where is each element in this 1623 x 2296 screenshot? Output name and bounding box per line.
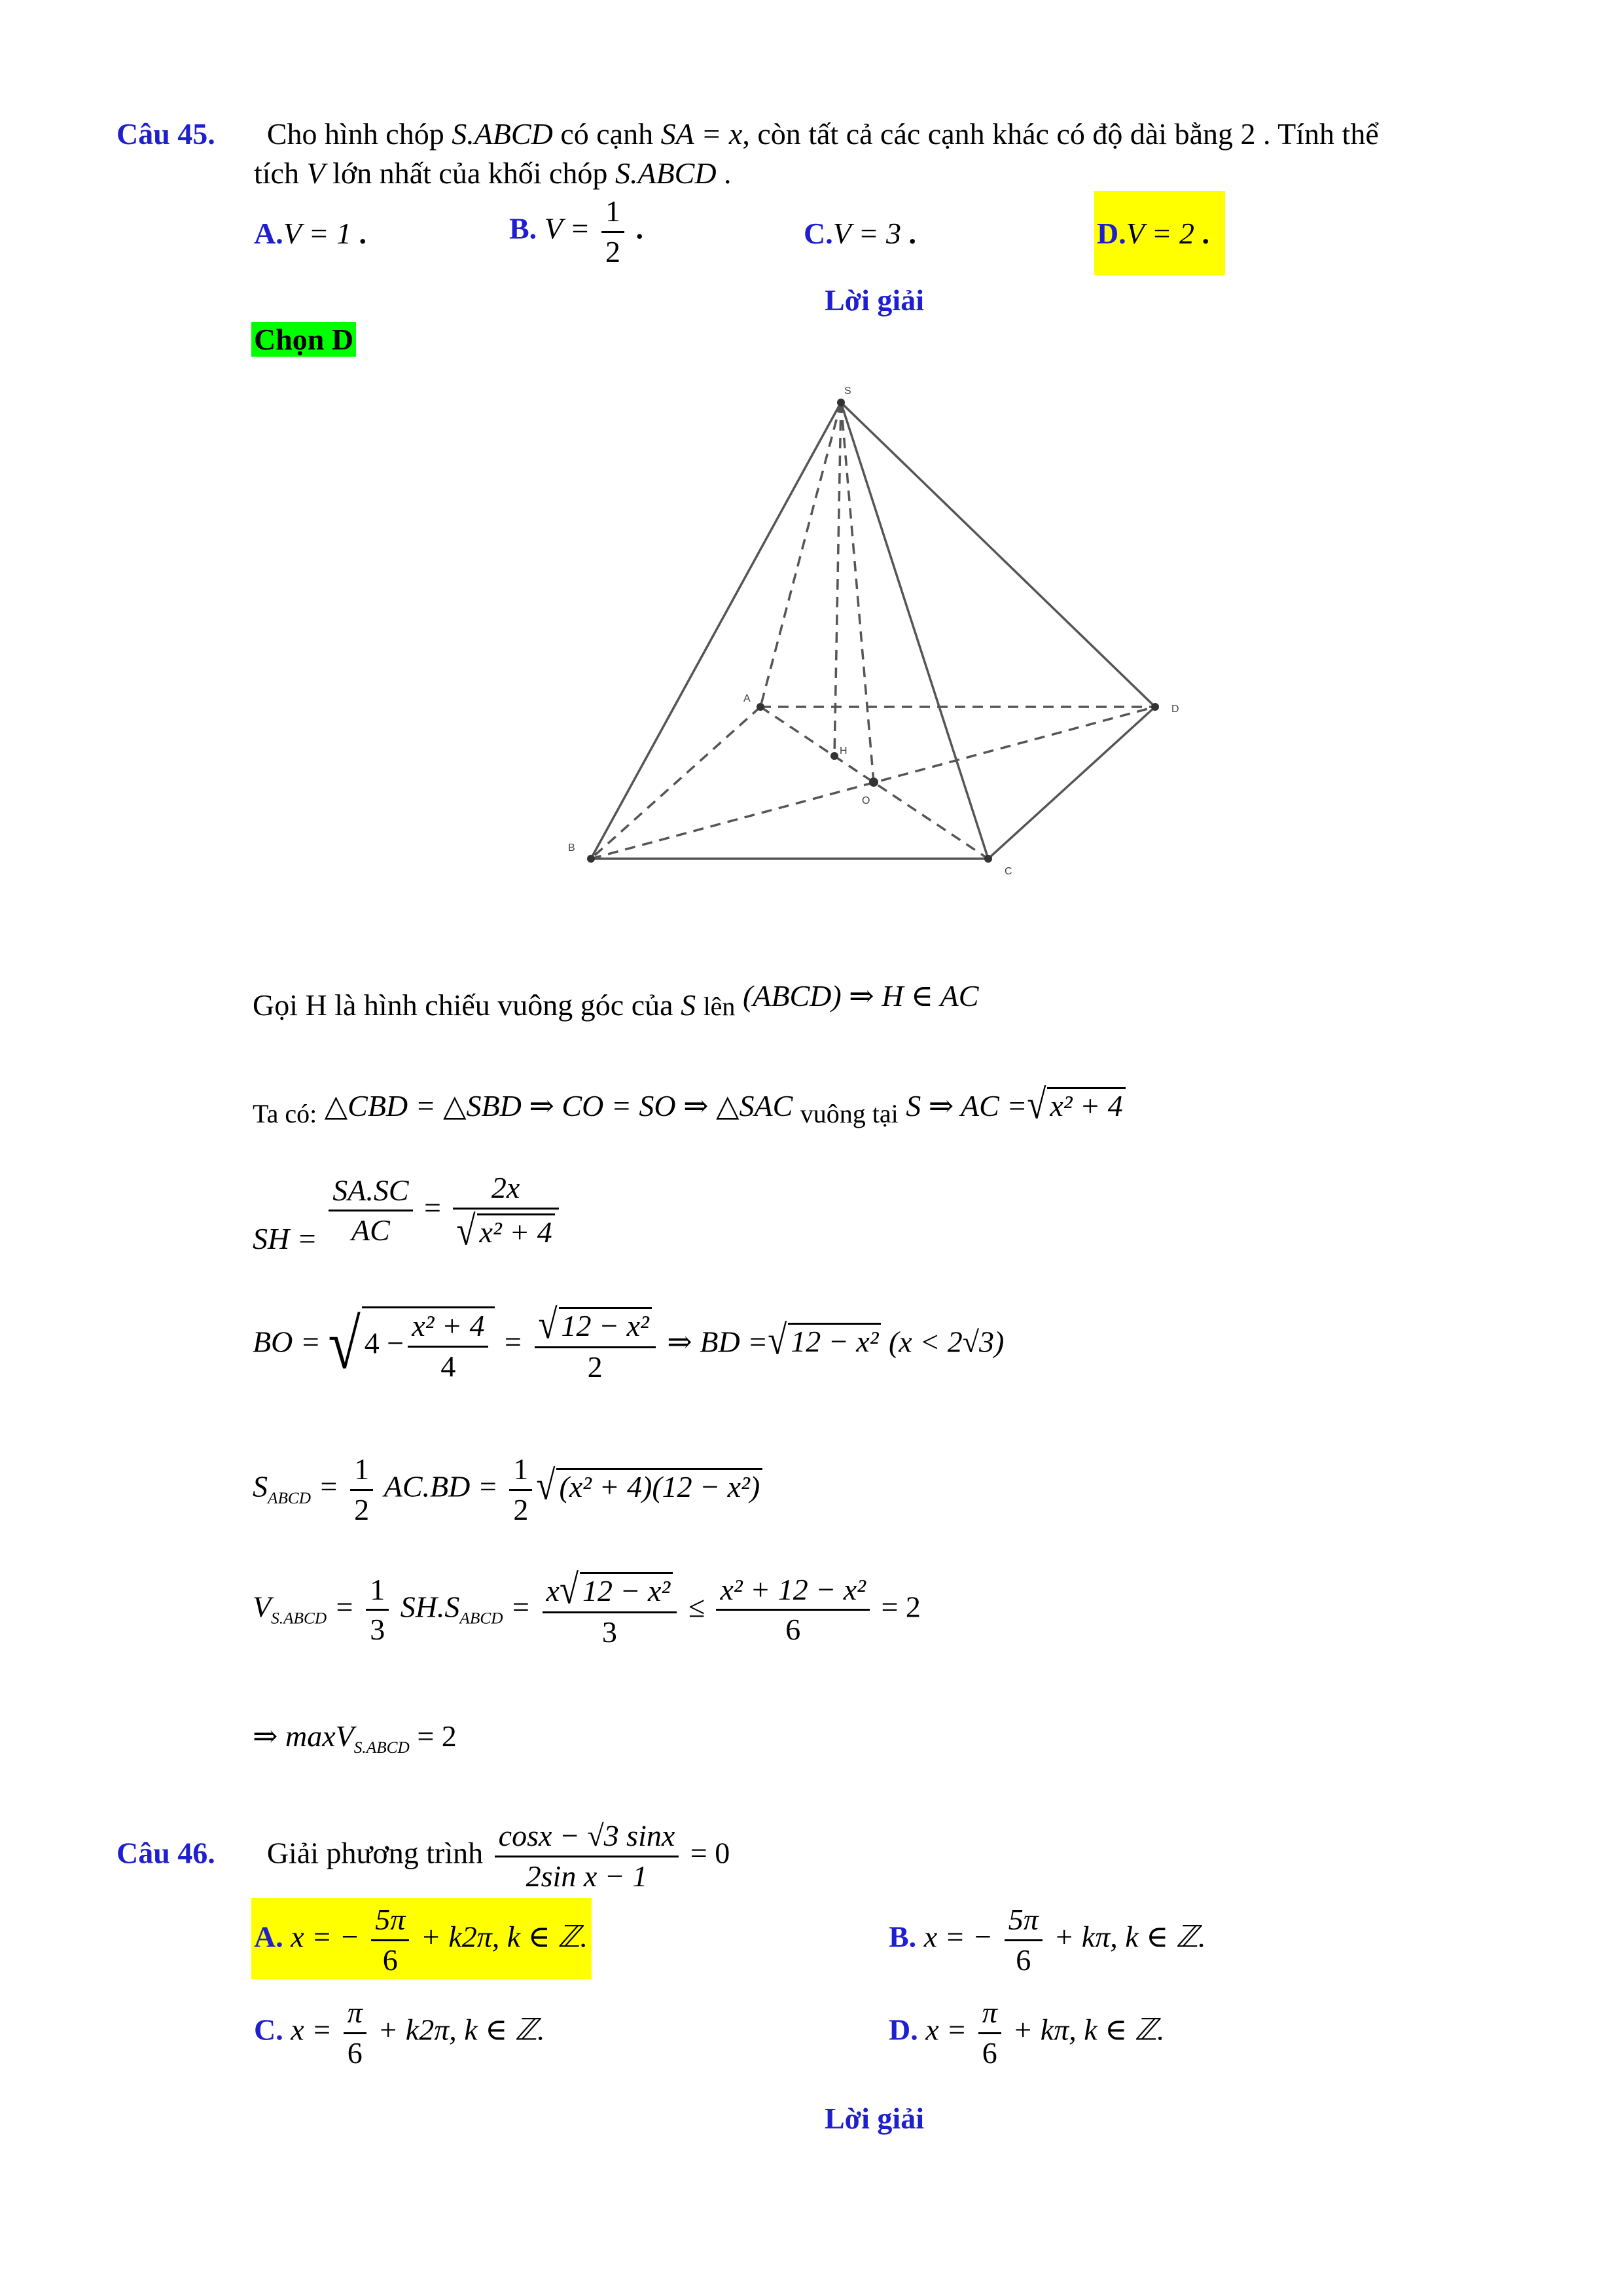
area-frac-num: 1 — [350, 1453, 373, 1491]
volume-frac-3-num: x² + 12 − x² — [716, 1573, 870, 1611]
proof-line-2 — [253, 1082, 1126, 1131]
sh-frac-1 — [329, 1174, 412, 1247]
q46-option-d-num: π — [978, 1996, 1001, 2034]
q46-option-d-post: + kπ, k ∈ ℤ. — [1012, 2013, 1165, 2047]
volume-frac-2 — [543, 1567, 677, 1649]
sqrt-sign: √ — [536, 1462, 556, 1509]
bo-eq: = — [502, 1325, 524, 1359]
area-frac-2-den: 2 — [513, 1492, 529, 1526]
proof-line-2-math: △CBD = △SBD ⇒ CO = SO ⇒ △SAC — [324, 1089, 793, 1122]
q46-option-c-pre: x = — [291, 2013, 332, 2047]
q45-stem-two: 2 — [1240, 117, 1256, 151]
max-eq: = 2 — [417, 1719, 457, 1753]
max-sub: S.ABCD — [353, 1738, 410, 1757]
sqrt-sign: √ — [328, 1306, 361, 1384]
volume-lhs-sub: S.ABCD — [271, 1609, 327, 1628]
q46-solution-title: Lời giải — [825, 2102, 924, 2135]
edge-sc — [841, 403, 988, 859]
volume-mid: SH.S — [400, 1590, 460, 1624]
option-b-label: B. — [509, 211, 537, 245]
bo-radicand-3: 12 − x² — [788, 1323, 881, 1357]
proof-volume — [253, 1567, 921, 1649]
q46-option-b-post: + kπ, k ∈ ℤ. — [1054, 1920, 1206, 1954]
proof-line-2-radicand: x² + 4 — [1047, 1087, 1125, 1122]
option-d-label: D. — [1097, 217, 1126, 250]
bo-frac-num: x² + 4 — [408, 1310, 488, 1348]
q46-option-d-frac — [978, 1996, 1001, 2070]
proof-bo — [253, 1302, 1005, 1384]
option-c-dot: . — [908, 217, 917, 250]
label-d: D — [1171, 704, 1179, 715]
q46-option-a-den: 6 — [382, 1943, 398, 1977]
option-c-value: V = 3 — [832, 217, 902, 250]
area-eq: = — [318, 1469, 339, 1503]
q45-stem-text-3: , còn tất cả các cạnh khác có độ dài bằng — [742, 117, 1233, 151]
volume-eq-1: = — [334, 1590, 355, 1624]
area-mid: AC.BD = — [383, 1469, 498, 1503]
q46-option-c-label: C. — [254, 2013, 283, 2047]
point-s — [837, 399, 845, 406]
sh-den-1: AC — [351, 1213, 390, 1247]
q45-stem-text-6: lớn nhất của khối chóp — [332, 156, 608, 190]
q46-option-a-frac — [371, 1903, 409, 1977]
bo-arrow: ⇒ BD = — [667, 1325, 768, 1359]
sqrt-sign: √ — [1027, 1082, 1046, 1128]
proof-line-1-text: Gọi H là hình chiếu vuông góc của — [253, 988, 673, 1022]
q45-solution-title: Lời giải — [825, 283, 924, 317]
volume-frac-3 — [716, 1573, 870, 1647]
q46-option-b-frac — [1005, 1903, 1043, 1977]
volume-frac-1-num: 1 — [366, 1573, 389, 1611]
q46-option-d — [889, 1996, 1164, 2070]
area-radicand: (x² + 4)(12 − x²) — [556, 1468, 762, 1503]
q45-stem-text-7: . — [724, 156, 732, 190]
q46-option-b-pre: x = − — [923, 1920, 993, 1954]
option-d-value: V = 2 — [1126, 217, 1195, 250]
volume-eq-3: = 2 — [881, 1590, 921, 1624]
bo-in-1: 4 − — [364, 1326, 404, 1360]
max-line: ⇒ maxV — [253, 1719, 354, 1753]
option-b-den: 2 — [605, 234, 620, 268]
q46-option-d-pre: x = — [925, 2013, 967, 2047]
proof-max — [253, 1718, 457, 1757]
q46-equation-frac — [495, 1820, 679, 1893]
edge-sb — [591, 403, 841, 859]
bo-frac — [408, 1310, 488, 1383]
proof-area — [253, 1453, 762, 1526]
sqrt-sign: √ — [768, 1318, 787, 1364]
q46-option-c-num: π — [344, 1996, 366, 2034]
q46-option-d-den: 6 — [982, 2036, 997, 2070]
area-lhs: S — [253, 1469, 268, 1503]
sh-num-2: 2x — [453, 1172, 559, 1210]
q45-stem-text-4: . Tính thể — [1263, 117, 1379, 151]
option-a-label: A. — [254, 217, 283, 250]
volume-frac-2-radicand: 12 − x² — [580, 1572, 673, 1607]
proof-line-2-text: Ta có: — [253, 1099, 317, 1128]
q46-equation-rhs: = 0 — [690, 1836, 730, 1870]
area-lhs-sub: ABCD — [268, 1488, 312, 1507]
label-c: C — [1005, 866, 1012, 877]
q45-stem-v: V — [306, 156, 325, 190]
q45-stem-text-1: Cho hình chóp — [266, 117, 444, 151]
bo-frac-2 — [535, 1302, 656, 1384]
volume-eq-2: = — [510, 1590, 531, 1624]
volume-leq: ≤ — [688, 1590, 705, 1624]
area-frac — [350, 1453, 373, 1526]
proof-line-2-text2: vuông tại — [800, 1099, 899, 1128]
q45-stem-sa: SA = x — [660, 117, 743, 151]
q46-option-a-label: A. — [254, 1920, 283, 1954]
q46-option-b-den: 6 — [1016, 1943, 1031, 1977]
label-h: H — [840, 745, 847, 757]
q46-option-d-label: D. — [889, 2013, 918, 2047]
proof-line-1-len: lên — [703, 992, 736, 1021]
point-o — [869, 778, 878, 787]
bo-radicand — [362, 1306, 495, 1383]
volume-frac-1-den: 3 — [370, 1613, 385, 1647]
q45-number: Câu 45. — [116, 117, 215, 151]
volume-frac-1 — [366, 1573, 389, 1647]
proof-line-1 — [253, 979, 979, 1022]
q46-stem-text: Giải phương trình — [266, 1836, 484, 1870]
option-a-value: V = 1 — [283, 217, 352, 250]
edge-sa — [760, 403, 841, 707]
proof-line-1-math: (ABCD) ⇒ H ∈ AC — [742, 979, 979, 1013]
option-b-num: 1 — [601, 195, 624, 233]
sh-eq: = — [424, 1191, 441, 1225]
sqrt-sign: √ — [538, 1302, 558, 1348]
volume-lhs: V — [253, 1590, 272, 1624]
q46-option-c — [254, 1996, 544, 2070]
area-frac-2 — [509, 1453, 532, 1526]
bo-lhs: BO = — [253, 1325, 321, 1359]
q45-choice: Chọn D — [251, 322, 356, 357]
area-frac-den: 2 — [354, 1492, 370, 1526]
q46-option-b — [889, 1903, 1205, 1977]
q46-stem — [116, 1820, 730, 1893]
option-c-label: C. — [804, 217, 833, 250]
sqrt-sign: √ — [456, 1208, 476, 1254]
point-h — [830, 752, 838, 760]
point-b — [587, 855, 595, 863]
option-d-dot: . — [1202, 217, 1210, 250]
sqrt-sign: √ — [559, 1567, 579, 1613]
proof-line-1-s: S — [681, 988, 696, 1022]
q45-stem-sabcd-2: S.ABCD — [615, 156, 717, 190]
q46-option-c-den: 6 — [347, 2036, 363, 2070]
sh-frac-2 — [453, 1171, 559, 1254]
edge-ab — [591, 707, 760, 859]
bo-frac-den: 4 — [440, 1349, 456, 1383]
area-frac-2-num: 1 — [509, 1453, 532, 1491]
volume-mid-sub: ABCD — [459, 1609, 503, 1628]
proof-sh — [253, 1171, 563, 1256]
q46-option-a-pre: x = − — [291, 1920, 360, 1954]
edge-sd — [841, 403, 1155, 707]
q46-option-c-post: + k2π, k ∈ ℤ. — [378, 2013, 545, 2047]
label-o: O — [862, 795, 870, 806]
q46-option-b-num: 5π — [1005, 1903, 1043, 1941]
q46-option-c-frac — [344, 1996, 366, 2070]
q46-option-a-post: + k2π, k ∈ ℤ. — [420, 1920, 588, 1954]
segment-so — [841, 403, 874, 782]
q46-number: Câu 46. — [116, 1836, 215, 1870]
volume-frac-2-x: x — [546, 1574, 560, 1607]
q46-equation-den: 2sin x − 1 — [526, 1859, 648, 1893]
bo-den-2: 2 — [587, 1350, 603, 1384]
sh-lhs: SH = — [253, 1222, 317, 1256]
bo-condition: (x < 2√3) — [888, 1325, 1005, 1359]
q46-equation-num: cosx − √3 sinx — [495, 1820, 679, 1857]
q46-option-a — [254, 1903, 588, 1977]
point-a — [757, 703, 764, 711]
volume-frac-3-den: 6 — [785, 1613, 801, 1647]
point-c — [984, 855, 992, 863]
label-a: A — [743, 693, 751, 704]
q45-stem-sabcd: S.ABCD — [452, 117, 553, 151]
q46-option-a-num: 5π — [371, 1903, 409, 1941]
q46-option-b-label: B. — [889, 1920, 917, 1954]
bo-num-2-radicand: 12 − x² — [559, 1307, 652, 1342]
q45-stem-text-2: có cạnh — [560, 117, 654, 151]
proof-line-2-math2: S ⇒ AC = — [906, 1089, 1027, 1122]
option-a-dot: . — [359, 217, 367, 250]
q45-stem-text-5: tích — [254, 156, 299, 190]
volume-frac-2-den: 3 — [601, 1615, 617, 1649]
option-b-lhs: V = — [544, 211, 590, 245]
point-d — [1151, 703, 1159, 711]
sh-den-2-radicand: x² + 4 — [477, 1213, 555, 1248]
sh-num-1: SA.SC — [329, 1174, 412, 1212]
segment-sh — [834, 403, 841, 756]
option-b-dot: . — [635, 211, 643, 245]
label-s: S — [844, 386, 851, 397]
pyramid-figure — [0, 0, 1623, 916]
label-b: B — [568, 842, 575, 853]
